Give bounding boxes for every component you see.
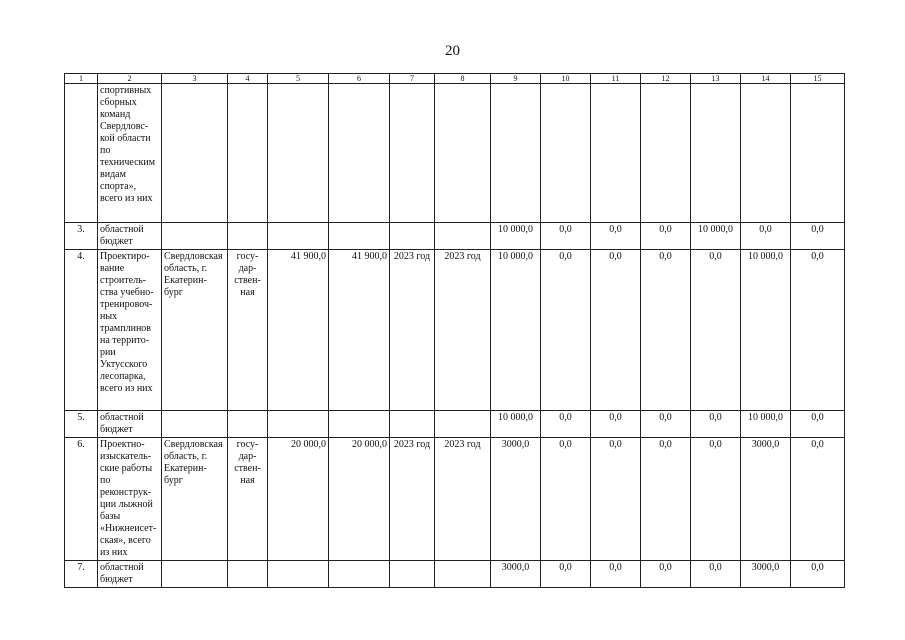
table-row: [65, 561, 845, 588]
year-cell: [435, 411, 491, 438]
value-cell: 0,0: [541, 223, 591, 250]
column-number: 12: [641, 74, 691, 84]
value-cell: 3000,0: [491, 438, 541, 561]
value-cell: 0,0: [791, 411, 845, 438]
table-row: [65, 84, 845, 223]
ownership-cell: [228, 84, 268, 223]
value-cell: 0,0: [691, 561, 741, 588]
value-cell: 0,0: [641, 223, 691, 250]
column-number: 15: [791, 74, 845, 84]
value-cell: 0,0: [691, 250, 741, 411]
value-cell: [691, 84, 741, 223]
value-cell: 0,0: [691, 438, 741, 561]
column-number-row: [65, 74, 845, 84]
value-cell: [791, 84, 845, 223]
value-cell: 0,0: [791, 250, 845, 411]
value-cell: 10 000,0: [691, 223, 741, 250]
table-row: [65, 411, 845, 438]
column-number: 13: [691, 74, 741, 84]
table-row: [65, 438, 845, 561]
value-cell: 0,0: [541, 411, 591, 438]
column-number: 5: [268, 74, 329, 84]
ownership-cell: [228, 223, 268, 250]
value-cell: 0,0: [541, 250, 591, 411]
value-cell: [268, 561, 329, 588]
year-cell: 2023 год: [390, 438, 435, 561]
year-cell: [435, 84, 491, 223]
value-cell: [268, 223, 329, 250]
value-cell: [329, 223, 390, 250]
value-cell: [268, 411, 329, 438]
column-number: 4: [228, 74, 268, 84]
value-cell: 0,0: [541, 561, 591, 588]
column-number: 1: [65, 74, 98, 84]
column-number: 9: [491, 74, 541, 84]
value-cell: 0,0: [591, 561, 641, 588]
row-number-cell: 3.: [65, 223, 98, 250]
row-number-cell: 5.: [65, 411, 98, 438]
year-cell: [390, 84, 435, 223]
location-cell: Свердловская область, г. Екатерин-бург: [162, 250, 228, 411]
row-number-cell: [65, 84, 98, 223]
year-cell: 2023 год: [435, 438, 491, 561]
column-number: 6: [329, 74, 390, 84]
name-cell: спортивных сборных команд Свердловс-кой области по техническим видам спорта», всего из них: [98, 84, 162, 223]
value-cell: [329, 561, 390, 588]
location-cell: [162, 223, 228, 250]
row-number-cell: 7.: [65, 561, 98, 588]
value-cell: [641, 84, 691, 223]
value-cell: 0,0: [641, 438, 691, 561]
location-cell: [162, 561, 228, 588]
value-cell: [741, 84, 791, 223]
value-cell: 41 900,0: [329, 250, 390, 411]
row-number-cell: 4.: [65, 250, 98, 411]
value-cell: 0,0: [591, 438, 641, 561]
year-cell: [435, 561, 491, 588]
value-cell: 10 000,0: [741, 411, 791, 438]
column-number: 3: [162, 74, 228, 84]
value-cell: 20 000,0: [329, 438, 390, 561]
value-cell: 0,0: [591, 250, 641, 411]
value-cell: 0,0: [641, 411, 691, 438]
value-cell: 0,0: [641, 250, 691, 411]
value-cell: [541, 84, 591, 223]
location-cell: [162, 411, 228, 438]
name-cell: областной бюджет: [98, 223, 162, 250]
column-number: 14: [741, 74, 791, 84]
table-row: [65, 250, 845, 411]
value-cell: [491, 84, 541, 223]
ownership-cell: госу-дар-ствен-ная: [228, 250, 268, 411]
value-cell: 3000,0: [491, 561, 541, 588]
name-cell: Проектиро-вание строитель-ства учебно-тренировоч-ных трамплинов на террито-рии Уктусского лесопарка, всего из них: [98, 250, 162, 411]
year-cell: [390, 223, 435, 250]
location-cell: Свердловская область, г. Екатерин-бург: [162, 438, 228, 561]
value-cell: [591, 84, 641, 223]
row-number-cell: 6.: [65, 438, 98, 561]
value-cell: 10 000,0: [491, 250, 541, 411]
name-cell: областной бюджет: [98, 561, 162, 588]
year-cell: [435, 223, 491, 250]
column-number: 2: [98, 74, 162, 84]
name-cell: Проектно-изыскатель-ские работы по реконструк-ции лыжной базы «Нижнеисет-ская», всего из них: [98, 438, 162, 561]
value-cell: 0,0: [691, 411, 741, 438]
value-cell: 0,0: [591, 411, 641, 438]
column-number: 8: [435, 74, 491, 84]
name-cell: областной бюджет: [98, 411, 162, 438]
year-cell: 2023 год: [435, 250, 491, 411]
value-cell: 0,0: [791, 438, 845, 561]
year-cell: [390, 561, 435, 588]
year-cell: 2023 год: [390, 250, 435, 411]
ownership-cell: [228, 561, 268, 588]
value-cell: 0,0: [741, 223, 791, 250]
value-cell: 20 000,0: [268, 438, 329, 561]
location-cell: [162, 84, 228, 223]
value-cell: 0,0: [541, 438, 591, 561]
value-cell: [329, 411, 390, 438]
column-number: 10: [541, 74, 591, 84]
page-number: 20: [445, 43, 460, 59]
column-number: 7: [390, 74, 435, 84]
budget-table: [64, 73, 845, 588]
ownership-cell: госу-дар-ствен-ная: [228, 438, 268, 561]
value-cell: 10 000,0: [741, 250, 791, 411]
value-cell: 41 900,0: [268, 250, 329, 411]
year-cell: [390, 411, 435, 438]
ownership-cell: [228, 411, 268, 438]
value-cell: [268, 84, 329, 223]
table-row: [65, 223, 845, 250]
value-cell: 0,0: [641, 561, 691, 588]
value-cell: 3000,0: [741, 438, 791, 561]
value-cell: [329, 84, 390, 223]
column-number: 11: [591, 74, 641, 84]
value-cell: 10 000,0: [491, 411, 541, 438]
value-cell: 10 000,0: [491, 223, 541, 250]
value-cell: 3000,0: [741, 561, 791, 588]
value-cell: 0,0: [791, 561, 845, 588]
value-cell: 0,0: [791, 223, 845, 250]
value-cell: 0,0: [591, 223, 641, 250]
